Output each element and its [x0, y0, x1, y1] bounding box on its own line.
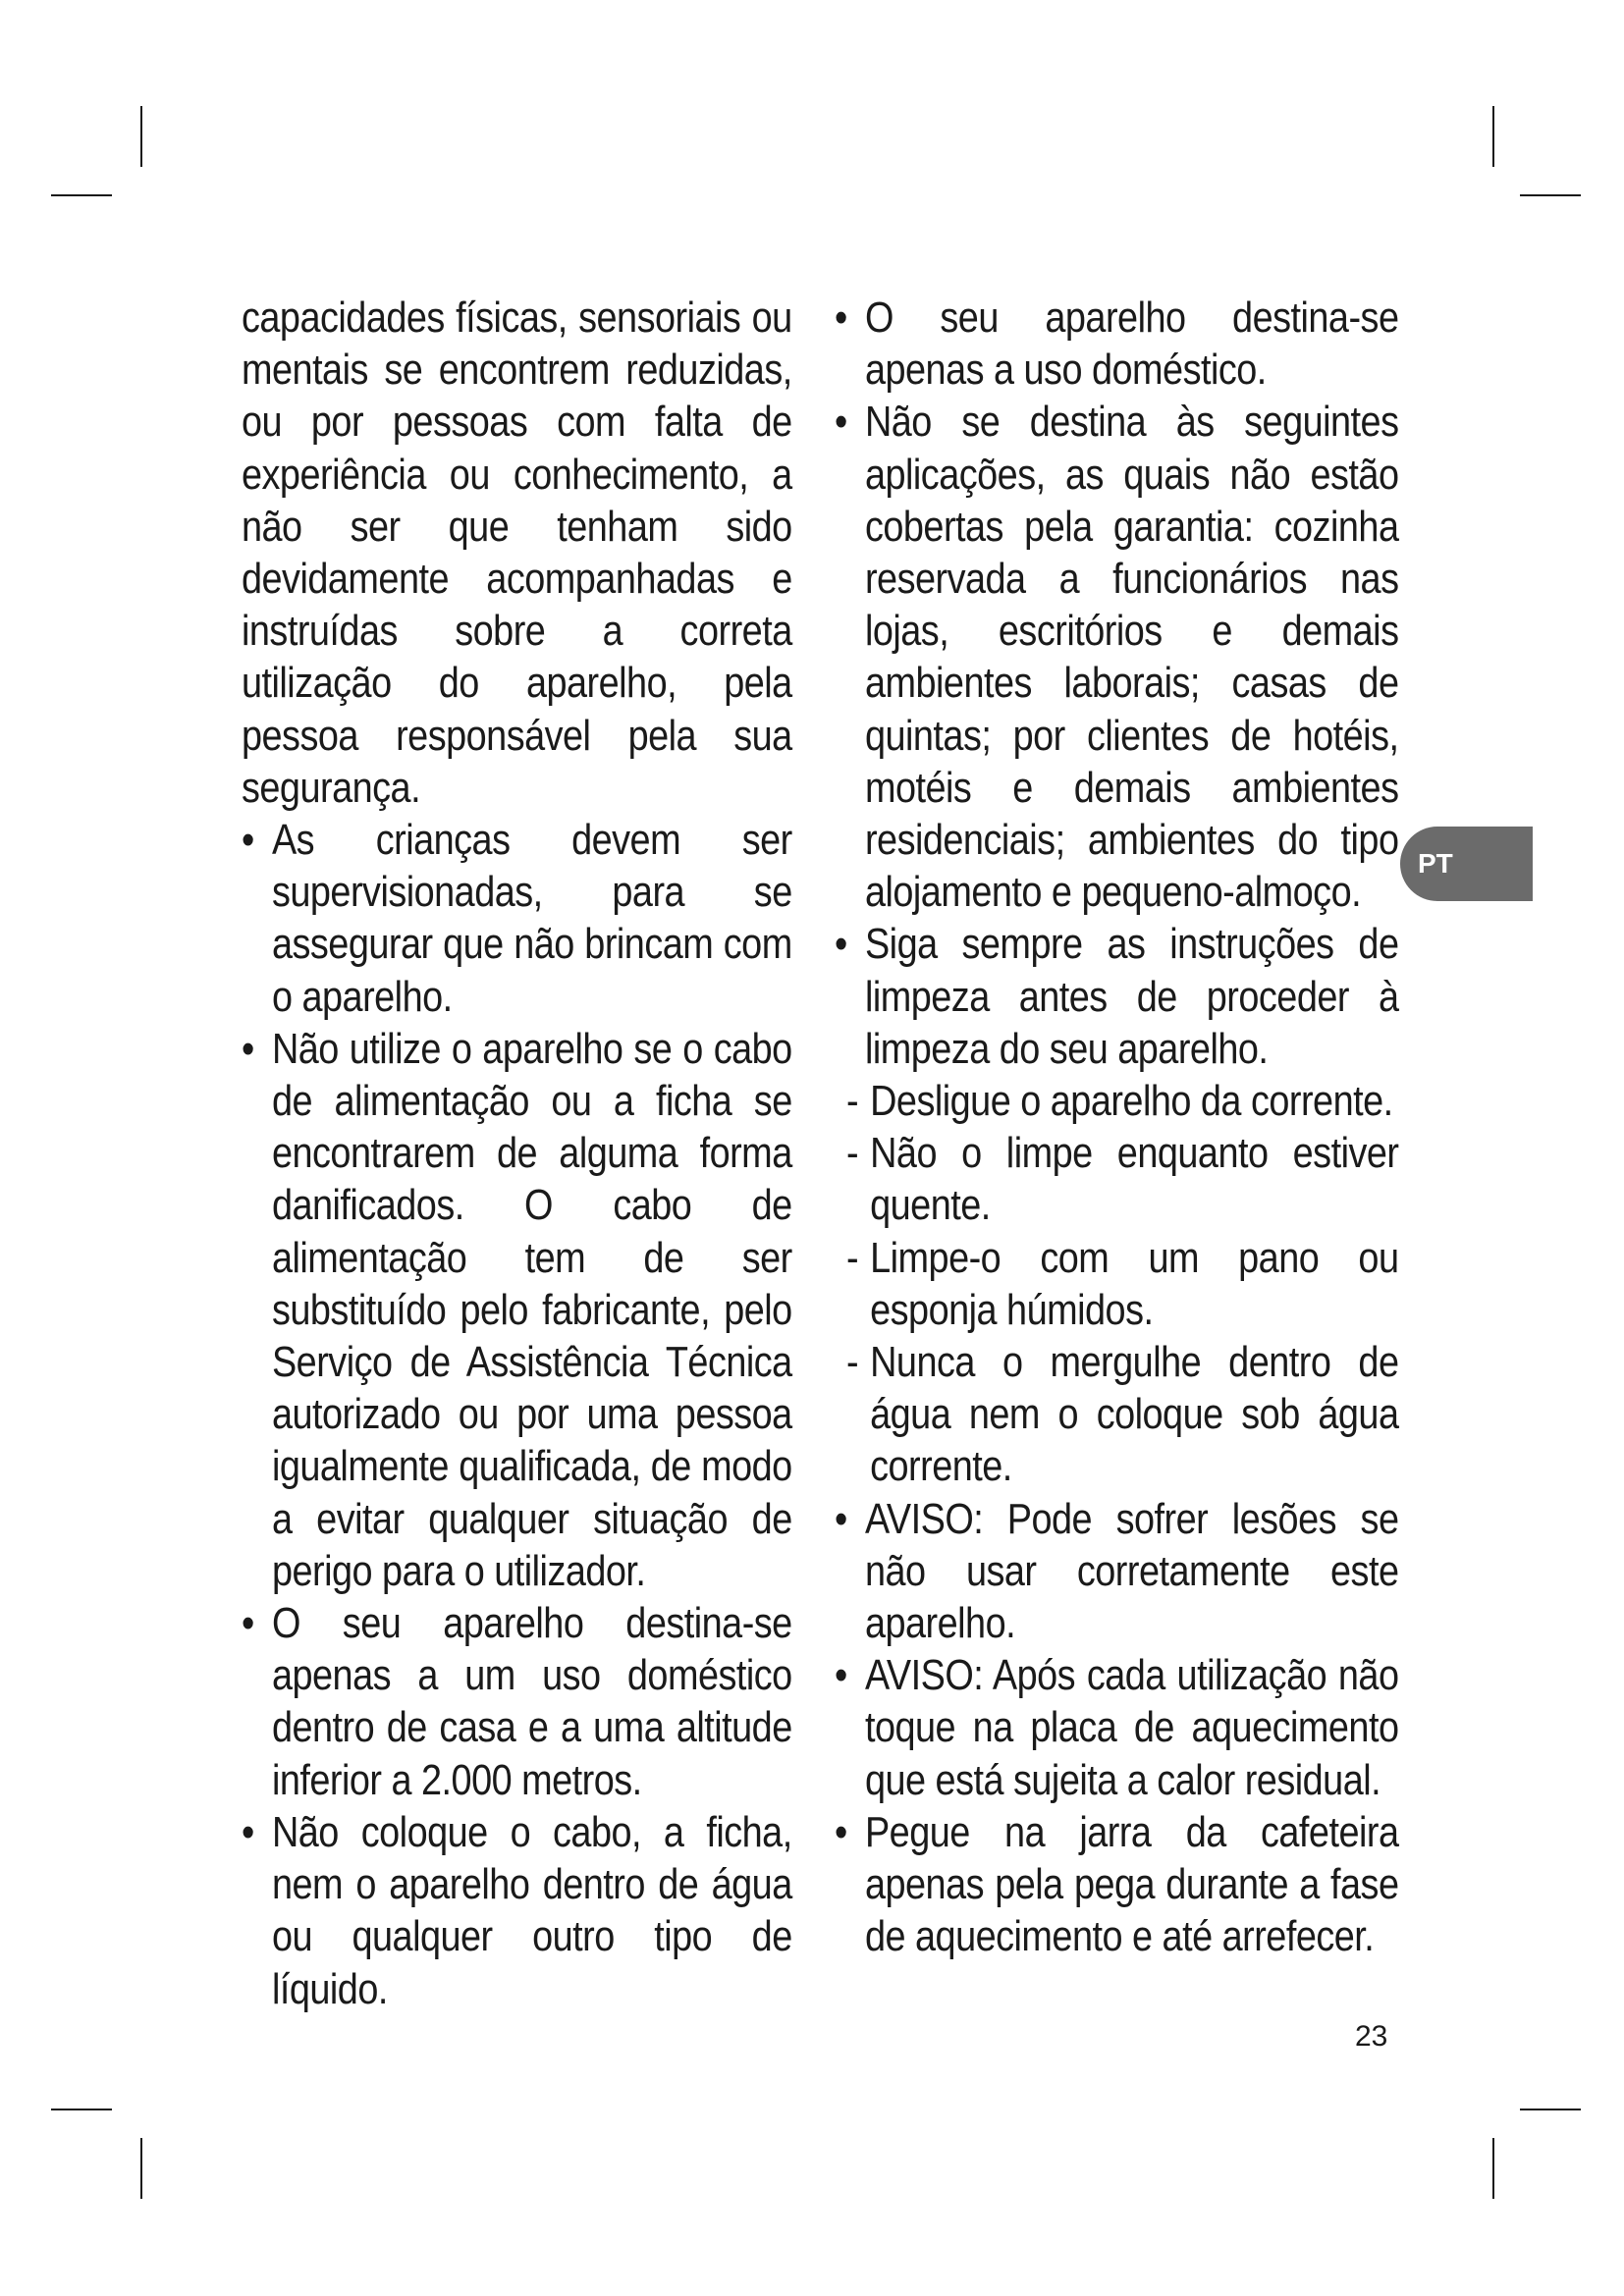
- bullet-item: [242, 814, 792, 1023]
- sub-item-text: Nunca o mergulhe dentro de água nem o coloque sob água corrente.: [870, 1338, 1399, 1491]
- bullet-symbol: •: [835, 1651, 847, 1700]
- bullet-text: Não se destina às seguintes aplicações, as quais não estão cobertas pela garantia: cozinha reservada a funcionários nas lojas, escritórios e demais ambientes laborais; casas de quintas; por clientes de hotéis, motéis e demais ambientes residenciais; ambientes do tipo alojamento e pequeno-almoço.: [864, 398, 1399, 917]
- bullet-symbol: •: [242, 1024, 254, 1073]
- dash-symbol: -: [846, 1233, 859, 1282]
- bullet-symbol: •: [835, 1807, 847, 1856]
- bullet-text: O seu aparelho destina-se apenas a um uso doméstico dentro de casa e a uma altitude inferior a 2.000 metros.: [271, 1599, 792, 1804]
- bullet-item: [242, 1597, 792, 1806]
- bullet-item: [242, 1806, 792, 2015]
- sub-item: [835, 1075, 1398, 1127]
- bullet-symbol: •: [242, 1599, 254, 1648]
- bullet-text: AVISO: Pode sofrer lesões se não usar corretamente este aparelho.: [864, 1494, 1399, 1648]
- dash-symbol: -: [846, 1338, 859, 1387]
- bullet-text: Não coloque o cabo, a ficha, nem o aparelho dentro de água ou qualquer outro tipo de líquido.: [271, 1807, 792, 2013]
- bullet-text: Siga sempre as instruções de limpeza antes de proceder à limpeza do seu aparelho.: [864, 920, 1399, 1073]
- dash-symbol: -: [846, 1077, 859, 1126]
- bullet-symbol: •: [835, 294, 847, 342]
- crop-mark-bottom-left-vertical: [140, 2138, 142, 2199]
- crop-mark-top-left-vertical: [140, 106, 142, 167]
- sub-item: [835, 1232, 1398, 1336]
- bullet-text: Pegue na jarra da cafeteira apenas pela pega durante a fase de aquecimento e até arrefecer.: [864, 1807, 1399, 1961]
- crop-mark-bottom-right-horizontal: [1520, 2109, 1581, 2110]
- bullet-item: [835, 1806, 1398, 1963]
- bullet-item: [835, 1493, 1398, 1650]
- bullet-text: Não utilize o aparelho se o cabo de alimentação ou a ficha se encontrarem de alguma forma danificados. O cabo de alimentação tem de ser substituído pelo fabricante, pelo Serviço de Assistência Técnica autorizado ou por uma pessoa igualmente qualificada, de modo a evitar qualquer situação de perigo para o utilizador.: [271, 1024, 792, 1595]
- sub-item-text: Limpe-o com um pano ou esponja húmidos.: [870, 1233, 1399, 1334]
- bullet-text: AVISO: Após cada utilização não toque na placa de aquecimento que está sujeita a calor residual.: [864, 1651, 1399, 1804]
- left-column: [242, 292, 792, 2015]
- page-number: 23: [1355, 2020, 1388, 2053]
- bullet-text: As crianças devem ser supervisionadas, para se assegurar que não brincam com o aparelho.: [271, 816, 792, 1021]
- crop-mark-top-right-vertical: [1492, 106, 1494, 167]
- bullet-item: [242, 1023, 792, 1597]
- language-tab: PT: [1400, 827, 1533, 901]
- bullet-item: [835, 918, 1398, 1075]
- sub-item-text: Desligue o aparelho da corrente.: [870, 1077, 1393, 1126]
- right-column: [835, 292, 1398, 1963]
- bullet-item: [835, 292, 1398, 396]
- bullet-symbol: •: [835, 1494, 847, 1543]
- bullet-symbol: •: [835, 920, 847, 969]
- crop-mark-bottom-left-horizontal: [51, 2109, 112, 2110]
- sub-item-text: Não o limpe enquanto estiver quente.: [870, 1129, 1399, 1230]
- crop-mark-top-right-horizontal: [1520, 194, 1581, 196]
- crop-mark-top-left-horizontal: [51, 194, 112, 196]
- dash-symbol: -: [846, 1129, 859, 1178]
- bullet-symbol: •: [835, 398, 847, 447]
- bullet-item: [835, 396, 1398, 918]
- bullet-symbol: •: [242, 816, 254, 865]
- bullet-symbol: •: [242, 1807, 254, 1856]
- sub-item: [835, 1127, 1398, 1231]
- bullet-text: O seu aparelho destina-se apenas a uso doméstico.: [864, 294, 1399, 395]
- bullet-item: [835, 1649, 1398, 1806]
- intro-paragraph: capacidades físicas, sensoriais ou mentais se encontrem reduzidas, ou por pessoas com falta de experiência ou conhecimento, a não ser que tenham sido devidamente acompanhadas e instruídas sobre a correta utilização do aparelho, pela pessoa responsável pela sua segurança.: [242, 294, 792, 812]
- crop-mark-bottom-right-vertical: [1492, 2138, 1494, 2199]
- sub-item: [835, 1336, 1398, 1493]
